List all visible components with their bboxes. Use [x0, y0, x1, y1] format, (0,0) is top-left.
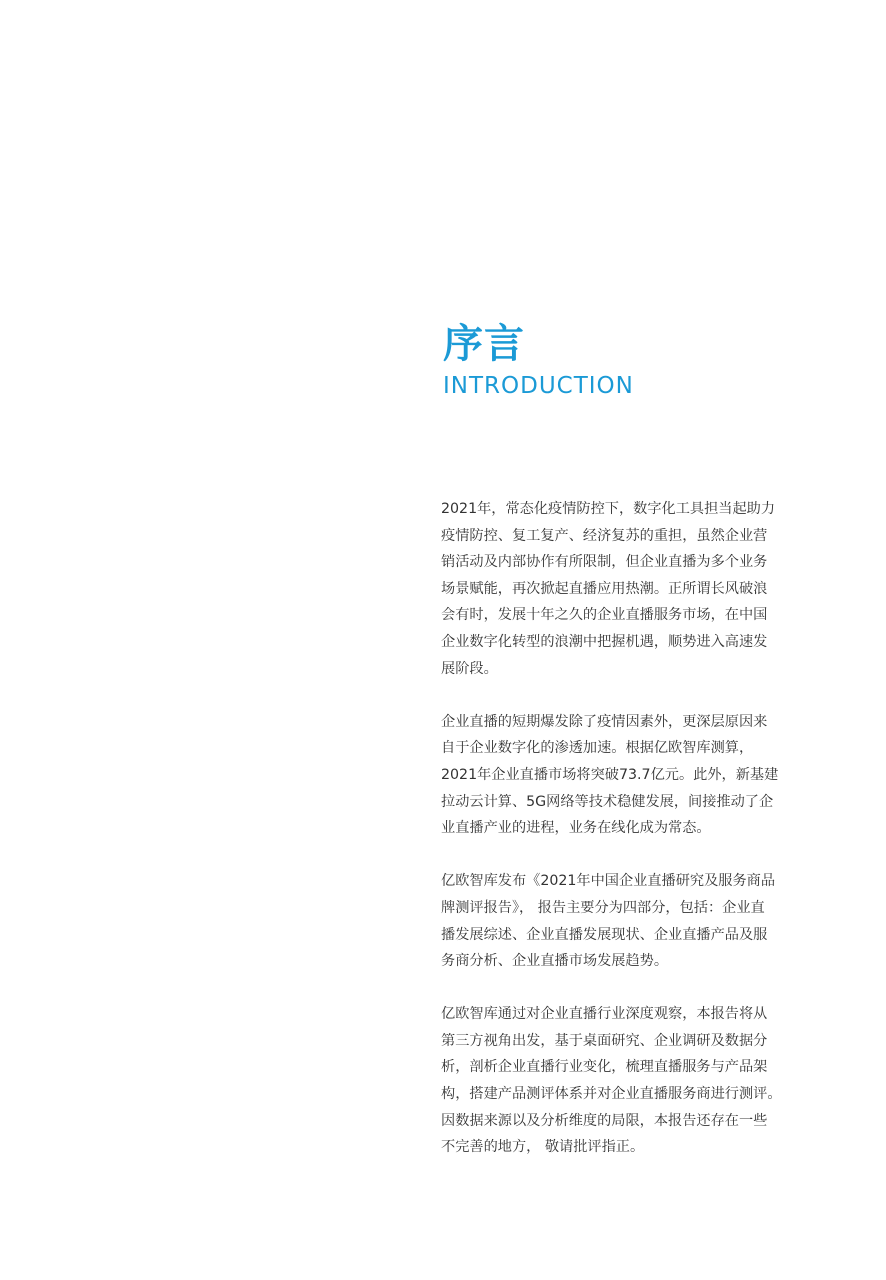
paragraph-spacer [441, 975, 786, 1002]
intro-title-block [443, 318, 634, 401]
text-line: 不完善的地方， 敬请批评指正。 [441, 1139, 645, 1156]
text-line: 疫情防控、复工复产、经济复苏的重担，虽然企业营 [441, 527, 768, 544]
text-line: 2021年，常态化疫情防控下，数字化工具担当起助力 [441, 501, 776, 517]
text-line: 构，搭建产品测评体系并对企业直播服务商进行测评。 [441, 1086, 782, 1103]
text-line: 2021年企业直播市场将突破73.7亿元。此外，新基建 [441, 766, 779, 783]
text-line: 亿欧智库发布《2021年中国企业直播研究及服务商品 [441, 873, 776, 890]
text-line: 播发展综述、企业直播发展现状、企业直播产品及服 [441, 926, 768, 943]
text-line: 场景赋能，再次掀起直播应用热潮。正所谓长风破浪 [441, 580, 768, 597]
text-line: 企业数字化转型的浪潮中把握机遇，顺势进入高速发 [441, 633, 768, 650]
text-line: 销活动及内部协作有所限制，但企业直播为多个业务 [441, 554, 768, 571]
text-line: 因数据来源以及分析维度的局限，本报告还存在一些 [441, 1112, 768, 1129]
page-subtitle: INTRODUCTION [443, 373, 634, 399]
text-line: 拉动云计算、5G网络等技术稳健发展，间接推动了企 [441, 793, 774, 810]
text-line: 展阶段。 [441, 660, 498, 677]
text-line: 务商分析、企业直播市场发展趋势。 [441, 953, 669, 970]
text-line: 业直播产业的进程，业务在线化成为常态。 [441, 820, 711, 837]
paragraph-spacer [441, 682, 786, 709]
text-line: 企业直播的短期爆发除了疫情因素外，更深层原因来 [441, 713, 768, 730]
text-line: 第三方视角出发，基于桌面研究、企业调研及数据分 [441, 1032, 768, 1049]
paragraph-2 [441, 709, 786, 842]
intro-body [441, 496, 786, 1161]
paragraph-3 [441, 868, 786, 974]
paragraph-4 [441, 1001, 786, 1161]
text-line: 会有时，发展十年之久的企业直播服务市场，在中国 [441, 607, 768, 624]
paragraph-1 [441, 496, 786, 682]
paragraph-spacer [441, 842, 786, 869]
text-line: 析，剖析企业直播行业变化，梳理直播服务与产品架 [441, 1059, 768, 1076]
text-line: 亿欧智库通过对企业直播行业深度观察，本报告将从 [441, 1006, 768, 1023]
page-title: 序言 [443, 321, 525, 367]
text-line: 牌测评报告》， 报告主要分为四部分，包括：企业直 [441, 899, 765, 916]
text-line: 自于企业数字化的渗透加速。根据亿欧智库测算， [441, 740, 754, 757]
